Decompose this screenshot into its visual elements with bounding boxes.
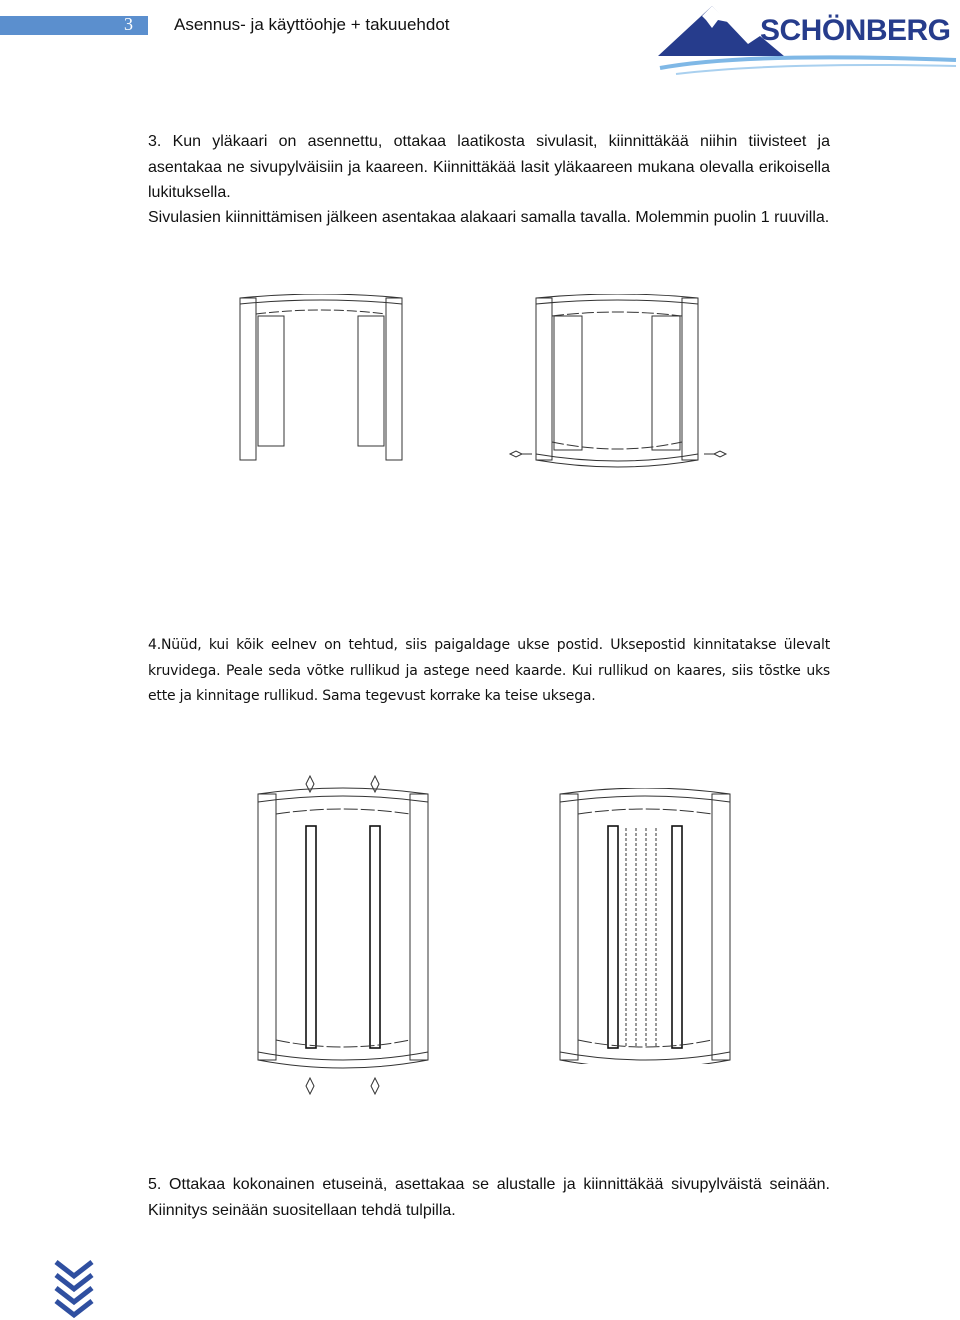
doors-mounted-diagram <box>556 788 734 1064</box>
side-panels-frame-diagram <box>236 294 408 464</box>
document-title: Asennus- ja käyttöohje + takuuehdot <box>174 15 450 34</box>
step3-paragraph-1: 3. Kun yläkaari on asennettu, ottakaa laatikosta sivulasit, kiinnittäkää niihin tiivisteet ja asentakaa ne sivupylväisiin ja kaareen. Kiinnittäkää lasit yläkaareen mukana olevalla erikoisella lukituksella. <box>148 133 830 201</box>
step3-paragraph-2: Sivulasien kiinnittämisen jälkeen asentakaa alakaari samalla tavalla. Molemmin puolin 1 ruuvilla. <box>148 209 830 226</box>
brand-name: SCHÖNBERG <box>760 14 951 47</box>
lower-arc-frame-diagram <box>506 294 734 470</box>
page-number: 3 <box>124 14 133 34</box>
step4-paragraph: 4.Nüüd, kui kõik eelnev on tehtud, siis paigaldage ukse postid. Uksepostid kinnitatakse ülevalt kruvidega. Peale seda võtke rullikud ja astege need kaarde. Kui rullikud on kaares, siis tõstke uks ette ja kinnitage rullikud. Sama tegevust korrake ka teise uksega. <box>148 637 830 704</box>
door-posts-diagram <box>254 770 432 1100</box>
step5-paragraph: 5. Ottakaa kokonainen etuseinä, asettakaa se alustalle ja kiinnittäkää sivupylväistä seinään. Kiinnitys seinään suositellaan tehdä tulpilla. <box>148 1176 830 1219</box>
chevron-down-icon <box>52 1258 96 1320</box>
